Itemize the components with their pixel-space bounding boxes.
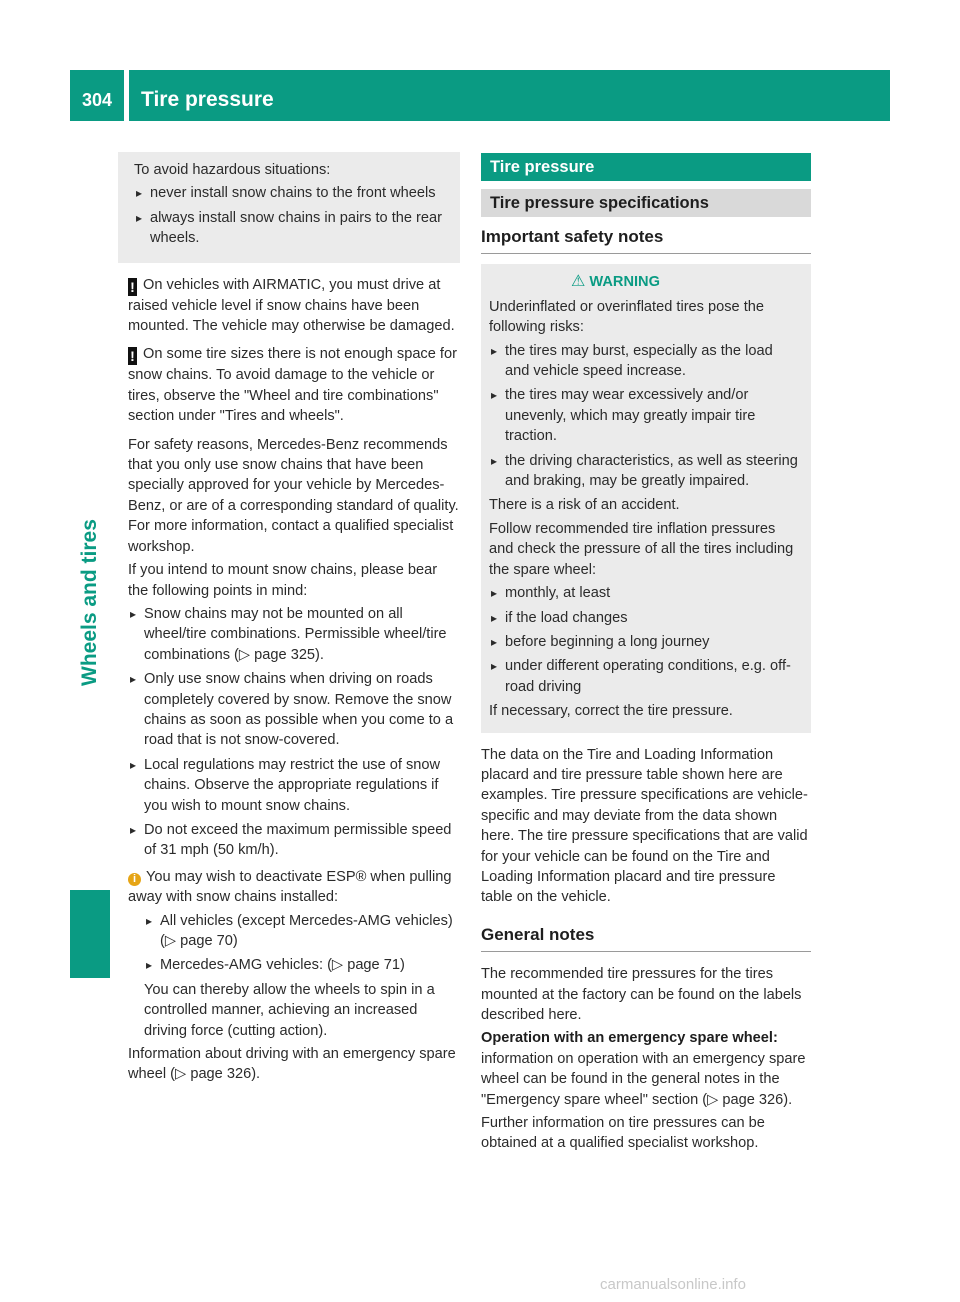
warning-icon: ⚠	[571, 273, 586, 291]
list-item: ▸ if the load changes	[489, 608, 801, 628]
warning-follow: Follow recommended tire inflation pressures and check the pressure of all the tires including the spare wheel:	[489, 520, 794, 578]
paragraph: The recommended tire pressures for the tires mounted at the factory can be found on the labels described here.	[481, 966, 802, 1023]
info-text: You may wish to deactivate ESP® when pulling away with snow chains installed:	[128, 868, 452, 906]
warning-intro: Underinflated or overinflated tires pose the following risks:	[489, 298, 765, 336]
caution-list	[134, 183, 446, 248]
note-text: On some tire sizes there is not enough space for snow chains. To avoid damage to the vehicle or tires, observe the "Wheel and tire combinations" section under "Tires and wheels".	[128, 346, 457, 425]
warning-box	[481, 264, 811, 732]
chapter-marker	[70, 890, 110, 978]
warning-risk: There is a risk of an accident.	[489, 497, 680, 514]
list-item: ▸ Local regulations may restrict the use of snow chains. Observe the appropriate regulations if you wish to mount snow chains.	[128, 755, 460, 816]
list-item: ▸ monthly, at least	[489, 583, 801, 603]
warning-header	[489, 272, 801, 292]
paragraph: Further information on tire pressures can be obtained at a qualified specialist workshop.	[481, 1115, 765, 1152]
list-item: ▸ Snow chains may not be mounted on all wheel/tire combinations. Permissible wheel/tire combinations (▷ page 325).	[128, 604, 460, 665]
note-airmatic	[128, 275, 460, 337]
paragraph: The data on the Tire and Loading Information placard and tire pressure table shown here are examples. Tire pressure specifications are vehicle-specific and may deviate from the data shown here. The tire pressure specifications that are valid for your vehicle can be found on the Tire and Loading Information placard and tire pressure table on the vehicle.	[481, 746, 808, 906]
info-note	[128, 867, 460, 908]
paragraph-bold: Operation with an emergency spare wheel:	[481, 1030, 778, 1047]
note-tire-sizes	[128, 344, 460, 426]
note-text: On vehicles with AIRMATIC, you must drive at raised vehicle level if snow chains have been mounted. The vehicle may otherwise be damaged.	[128, 276, 455, 335]
list-item: ▸ Do not exceed the maximum permissible speed of 31 mph (50 km/h).	[128, 820, 460, 861]
info-list	[144, 911, 460, 976]
section-title: Tire pressure	[481, 153, 811, 181]
heading-general: General notes	[481, 911, 811, 952]
points-list	[128, 604, 460, 861]
left-column	[118, 152, 460, 1088]
paragraph: For safety reasons, Mercedes-Benz recommends that you only use snow chains that have been specially approved for your vehicle by Mercedes-Benz, or are of a corresponding standard of quality. For more information, contact a qualified specialist workshop.	[128, 436, 459, 555]
heading-safety: Important safety notes	[481, 217, 811, 254]
info-after: You can thereby allow the wheels to spin in a controlled manner, achieving an increased driving force (cutting action).	[144, 981, 435, 1039]
warning-end: If necessary, correct the tire pressure.	[489, 703, 733, 720]
exclamation-icon: !	[128, 278, 137, 296]
page-number: 304	[70, 70, 124, 121]
list-item: ▸ the tires may burst, especially as the load and vehicle speed increase.	[489, 341, 801, 382]
page-title: Tire pressure	[129, 70, 890, 121]
paragraph: Information about driving with an emergency spare wheel (▷ page 326).	[128, 1046, 456, 1083]
right-column	[481, 153, 811, 1157]
paragraph: information on operation with an emergency spare wheel can be found in the general notes in the "Emergency spare wheel" section (▷ page 326).	[481, 1050, 806, 1108]
list-item: ▸ Mercedes-AMG vehicles: (▷ page 71)	[144, 955, 460, 975]
list-item: ▸ Only use snow chains when driving on roads completely covered by snow. Remove the snow chains as soon as possible when you come to a road that is not snow-covered.	[128, 669, 460, 751]
subsection-title: Tire pressure specifications	[481, 189, 811, 217]
info-icon: i	[128, 873, 141, 886]
check-list	[489, 583, 801, 697]
list-item: ▸ under different operating conditions, e.g. off-road driving	[489, 656, 801, 697]
warning-risks	[489, 341, 801, 492]
caution-intro: To avoid hazardous situations:	[134, 162, 331, 178]
list-item: ▸ the driving characteristics, as well as steering and braking, may be greatly impaired.	[489, 451, 801, 492]
list-item: ▸ the tires may wear excessively and/or unevenly, which may greatly impair tire traction.	[489, 385, 801, 446]
chapter-label: Wheels and tires	[78, 519, 101, 686]
caution-box	[118, 152, 460, 263]
list-item: ▸ always install snow chains in pairs to the rear wheels.	[134, 208, 446, 249]
watermark: carmanualsonline.info	[600, 1276, 746, 1293]
list-item: ▸ before beginning a long journey	[489, 632, 801, 652]
list-item: ▸ All vehicles (except Mercedes-AMG vehicles) (▷ page 70)	[144, 911, 460, 952]
list-item: ▸ never install snow chains to the front wheels	[134, 183, 446, 203]
exclamation-icon: !	[128, 347, 137, 365]
paragraph: If you intend to mount snow chains, please bear the following points in mind:	[128, 562, 438, 599]
warning-label: WARNING	[589, 274, 660, 291]
